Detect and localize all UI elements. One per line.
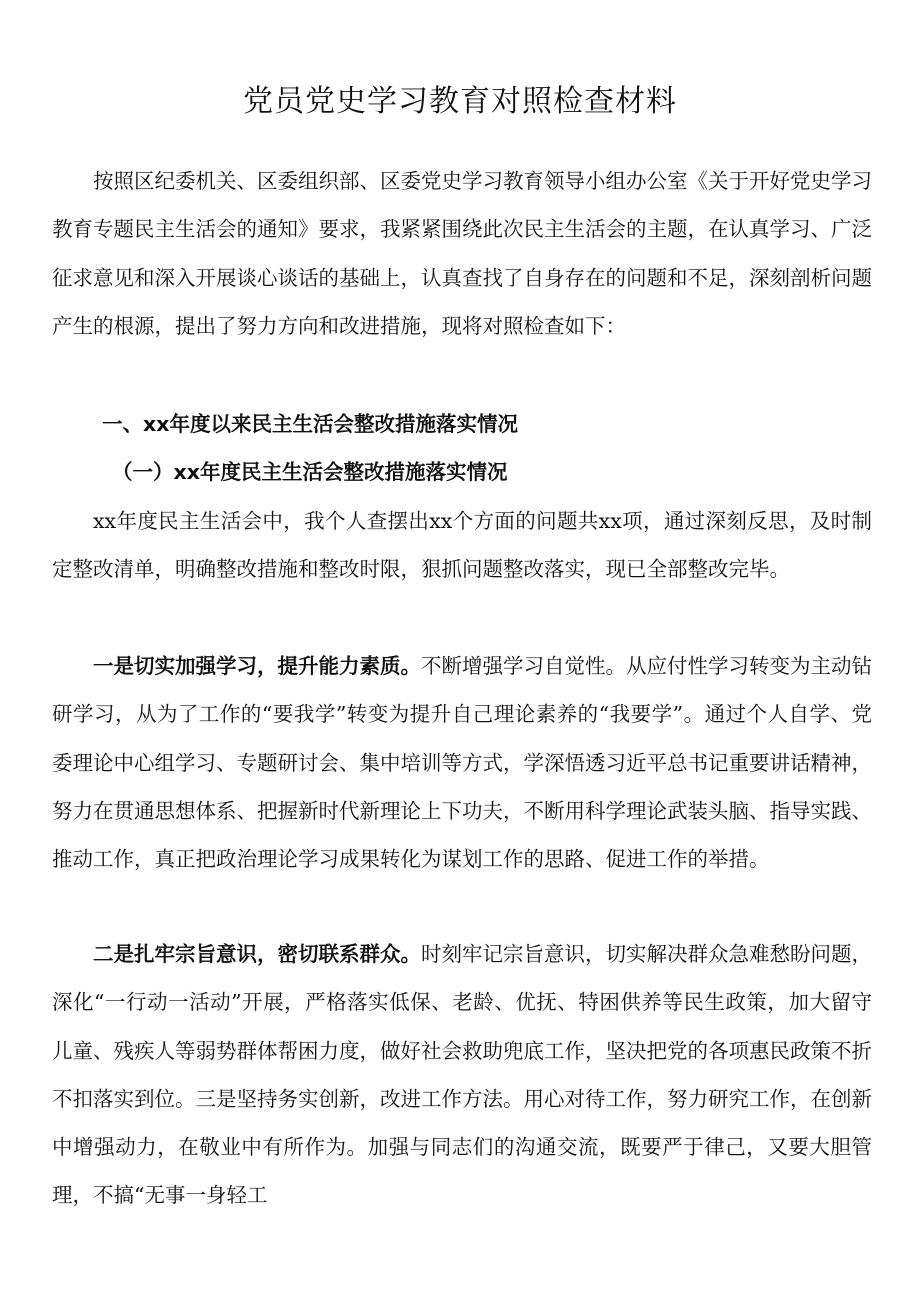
point-2-text: 时刻牢记宗旨意识，切实解决群众急难愁盼问题，深化“一行动一活动”开展，严格落实低保、老龄、优抚、特困供养等民生政策，加大留守儿童、残疾人等弱势群体帮困力度，做好社会救助兜底工作，坚决把党的各项惠民政策不折不扣落实到位。三是坚持务实创新，改进工作方法。用心对待工作，努力研究工作，在创新中增强动力，在敬业中有所作为。加强与同志们的沟通交流，既要严于律己，又要大胆管理，不搞“无事一身轻工 [52,942,872,1208]
point-1-lead: 一是切实加强学习，提升能力素质。 [93,654,421,678]
point-2-lead: 二是扎牢宗旨意识，密切联系群众。 [93,942,421,966]
section-heading-1: 一、xx年度以来民主生活会整改措施落实情况 [102,412,518,436]
point-2-paragraph [52,930,872,1220]
document-title: 党员党史学习教育对照检查材料 [243,84,677,119]
subsection-heading-1: （一）xx年度民主生活会整改措施落实情况 [112,460,508,484]
point-1-paragraph [52,642,872,883]
intro-paragraph: 按照区纪委机关、区委组织部、区委党史学习教育领导小组办公室《关于开好党史学习教育专题民主生活会的通知》要求，我紧紧围绕此次民主生活会的主题，在认真学习、广泛征求意见和深入开展谈心谈话的基础上，认真查找了自身存在的问题和不足，深刻剖析问题产生的根源，提出了努力方向和改进措施，现将对照检查如下： [52,169,872,338]
subsection-1-paragraph: xx年度民主生活会中，我个人查摆出xx个方面的问题共xx项，通过深刻反思，及时制定整改清单，明确整改措施和整改时限，狠抓问题整改落实，现已全部整改完毕。 [52,509,872,582]
point-1-text: 不断增强学习自觉性。从应付性学习转变为主动钻研学习，从为了工作的“要我学”转变为提升自己理论素养的“我要学”。通过个人自学、党委理论中心组学习、专题研讨会、集中培训等方式，学深悟透习近平总书记重要讲话精神，努力在贯通思想体系、把握新时代新理论上下功夫，不断用科学理论武装头脑、指导实践、推动工作，真正把政治理论学习成果转化为谋划工作的思路、促进工作的举措。 [52,654,872,872]
